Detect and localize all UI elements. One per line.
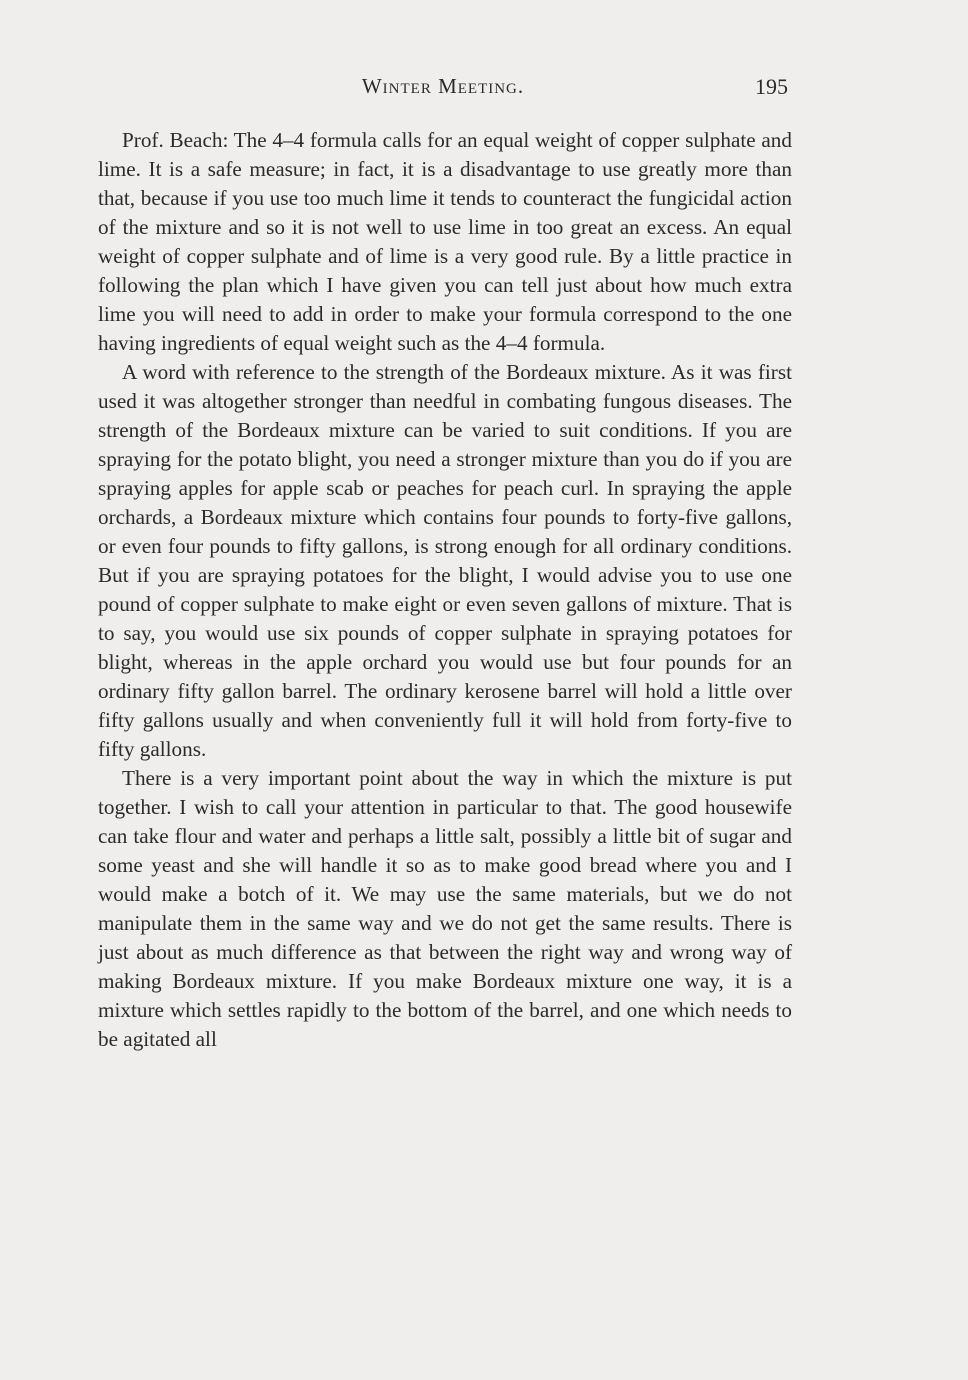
page-number: 195 (755, 74, 788, 99)
body-text (98, 126, 792, 1054)
paragraph-formula: Prof. Beach: The 4–4 formula calls for an equal weight of copper sulphate and lime. It is a safe measure; in fact, it is a disadvantage to use greatly more than that, because if you use too much lime it tends to counteract the fungicidal action of the mixture and so it is not well to use lime in too great an excess. An equal weight of copper sulphate and of lime is a very good rule. By a little practice in following the plan which I have given you can tell just about how much extra lime you will need to add in order to make your formula correspond to the one having ingredients of equal weight such as the 4–4 formula. (98, 128, 792, 355)
paragraph-strength: A word with reference to the strength of the Bordeaux mixture. As it was first used it was altogether stronger than needful in combating fungous diseases. The strength of the Bordeaux mixture can be varied to suit conditions. If you are spraying for the potato blight, you need a stronger mixture than you do if you are spraying apples for apple scab or peaches for peach curl. In spraying the apple orchards, a Bordeaux mixture which contains four pounds to forty-five gallons, or even four pounds to fifty gallons, is strong enough for all ordinary conditions. But if you are spraying potatoes for the blight, I would advise you to use one pound of copper sulphate to make eight or even seven gallons of mixture. That is to say, you would use six pounds of copper sulphate in spraying potatoes for blight, whereas in the apple orchard you would use but four pounds for an ordinary fifty gallon barrel. The ordinary kerosene barrel will hold a little over fifty gallons usually and when conveniently full it will hold from forty-five to fifty gallons. (98, 360, 792, 761)
running-head (98, 74, 788, 106)
paragraph-mixing: There is a very important point about the way in which the mixture is put together. I wish to call your attention in particular to that. The good housewife can take flour and water and perhaps a little salt, possibly a little bit of sugar and some yeast and she will handle it so as to make good bread where you and I would make a botch of it. We may use the same materials, but we do not manipulate them in the same way and we do not get the same results. There is just about as much difference as that between the right way and wrong way of making Bordeaux mixture. If you make Bordeaux mixture one way, it is a mixture which settles rapidly to the bottom of the barrel, and one which needs to be agitated all (98, 766, 792, 1051)
running-title: Winter Meeting. (361, 74, 525, 98)
